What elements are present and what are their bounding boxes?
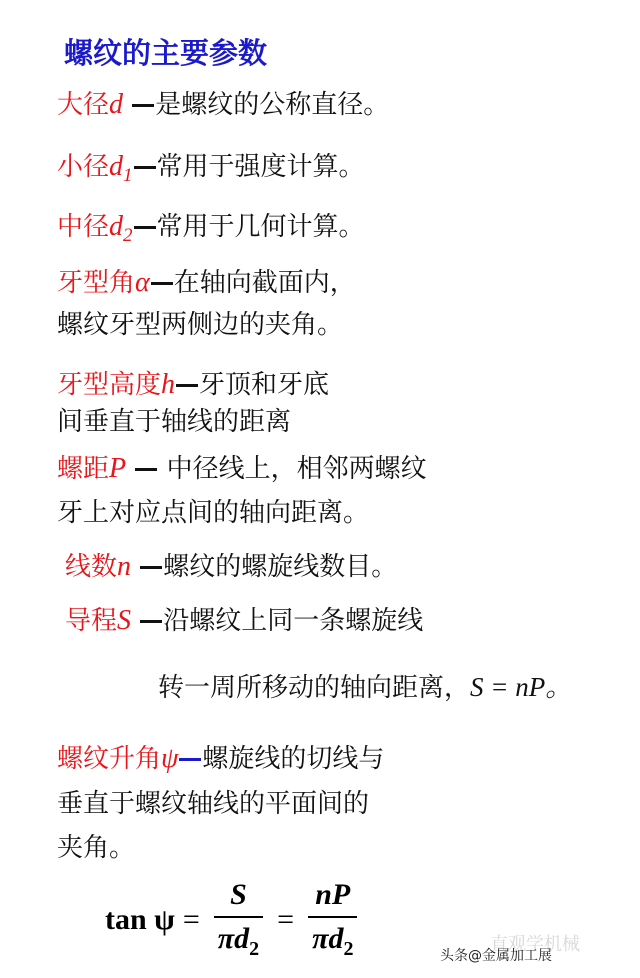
term: 大径 [57, 90, 110, 120]
description: 常用于几何计算。 [156, 212, 365, 242]
page-title: 螺纹的主要参数 [64, 36, 268, 70]
fraction-2 [308, 878, 357, 961]
description-line-2: 转一周所移动的轴向距离， [158, 673, 471, 703]
description: 常用于强度计算。 [156, 152, 365, 182]
item-lead-angle [57, 742, 384, 776]
denominator-2: $\pi d_2$ [308, 916, 357, 961]
description-line-1: 在轴向截面内， [173, 268, 356, 298]
term: 螺纹升角 [57, 744, 162, 774]
item-major-diameter [57, 88, 389, 122]
symbol: d [109, 211, 124, 242]
dash [151, 282, 173, 285]
description-line-2: 垂直于螺纹轴线的平面间的 [57, 789, 370, 819]
term: 螺距 [57, 454, 110, 484]
description-line-2: 间垂直于轴线的距离 [57, 407, 292, 437]
description: 是螺纹的公称直径。 [155, 90, 390, 120]
symbol: α [135, 267, 150, 298]
item-minor-diameter [57, 150, 365, 193]
term: 中径 [57, 212, 110, 242]
item-lead [65, 604, 423, 638]
dash [135, 468, 157, 471]
description-line-1: 牙顶和牙底 [199, 370, 330, 400]
dash [134, 166, 156, 169]
description-line-1: 螺旋线的切线与 [202, 744, 385, 774]
term: 导程 [65, 606, 118, 636]
term: 小径 [57, 152, 110, 182]
dash [140, 620, 162, 623]
symbol: ψ [161, 743, 179, 774]
subscript: 1 [123, 165, 133, 186]
description-line-1: 中径线上，相邻两螺纹 [166, 454, 427, 484]
equals-sign: = [182, 902, 200, 936]
item-thread-angle [57, 266, 356, 300]
lead-formula: S = nP。 [470, 672, 573, 702]
description-line-2: 螺纹牙型两侧边的夹角。 [57, 310, 344, 340]
watermark: 头条@金属加工展 [440, 948, 552, 964]
description: 沿螺纹上同一条螺旋线 [163, 606, 424, 636]
formula-lhs: tan ψ [105, 902, 175, 936]
term: 牙型高度 [57, 370, 162, 400]
item-pitch [57, 452, 427, 486]
dash [134, 226, 156, 229]
symbol: d [109, 89, 124, 120]
description-line-3: 夹角。 [57, 833, 136, 863]
item-thread-height [57, 368, 329, 402]
fraction-1 [214, 878, 263, 961]
term: 牙型角 [57, 268, 136, 298]
symbol: S [117, 605, 132, 636]
equals-sign: = [277, 902, 295, 936]
dash [179, 758, 201, 761]
symbol: h [161, 369, 176, 400]
description: 螺纹的螺旋线数目。 [163, 552, 398, 582]
item-pitch-diameter [57, 210, 365, 253]
dash [132, 104, 154, 107]
term: 线数 [65, 552, 118, 582]
numerator-1: S [230, 878, 247, 911]
symbol: P [109, 453, 127, 484]
numerator-2: nP [315, 878, 351, 911]
denominator-1: $\pi d_2$ [214, 916, 263, 961]
symbol: d [109, 151, 124, 182]
dash [140, 566, 162, 569]
dash [176, 384, 198, 387]
symbol: n [117, 551, 132, 582]
subscript: 2 [123, 225, 133, 246]
watermark-ghost: 直观学机械 [490, 934, 580, 955]
description-line-2: 牙上对应点间的轴向距离。 [57, 498, 370, 528]
item-thread-count [65, 550, 397, 584]
lead-angle-formula [105, 872, 363, 967]
lead-formula-line [158, 670, 572, 705]
